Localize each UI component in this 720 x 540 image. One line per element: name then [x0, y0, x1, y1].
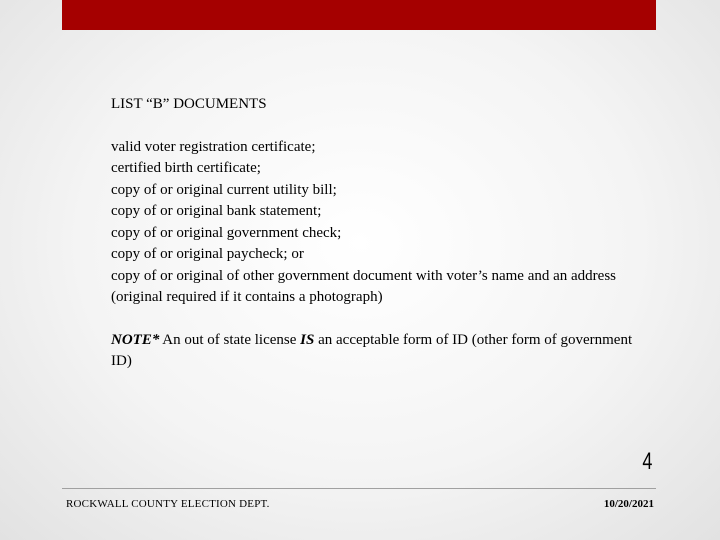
documents-list — [111, 137, 656, 309]
list-item: copy of or original current utility bill; — [111, 181, 337, 198]
slide-heading: LIST “B” DOCUMENTS — [111, 96, 267, 112]
list-item: copy of or original of other government document with voter’s name and an address (original required if it contains a photograph) — [111, 267, 616, 305]
note-text-after: an acceptable form of ID (other form of government ID) — [111, 331, 633, 369]
list-item: certified birth certificate; — [111, 160, 261, 176]
note-paragraph — [111, 330, 656, 373]
note-text-before: An out of state license — [159, 331, 301, 348]
list-item: copy of or original bank statement; — [111, 203, 322, 219]
top-accent-bar — [62, 0, 656, 30]
list-item: copy of or original paycheck; or — [111, 246, 304, 262]
list-item: copy of or original government check; — [111, 224, 342, 241]
footer-organization: ROCKWALL COUNTY ELECTION DEPT. — [66, 498, 270, 510]
footer-divider — [62, 488, 656, 489]
footer-date: 10/20/2021 — [603, 498, 654, 510]
list-item: valid voter registration certificate; — [111, 138, 316, 155]
note-emphasis: IS — [300, 331, 315, 348]
slide-number: 4 — [641, 448, 652, 475]
slide-content — [111, 94, 656, 373]
note-label: NOTE* — [111, 331, 160, 348]
